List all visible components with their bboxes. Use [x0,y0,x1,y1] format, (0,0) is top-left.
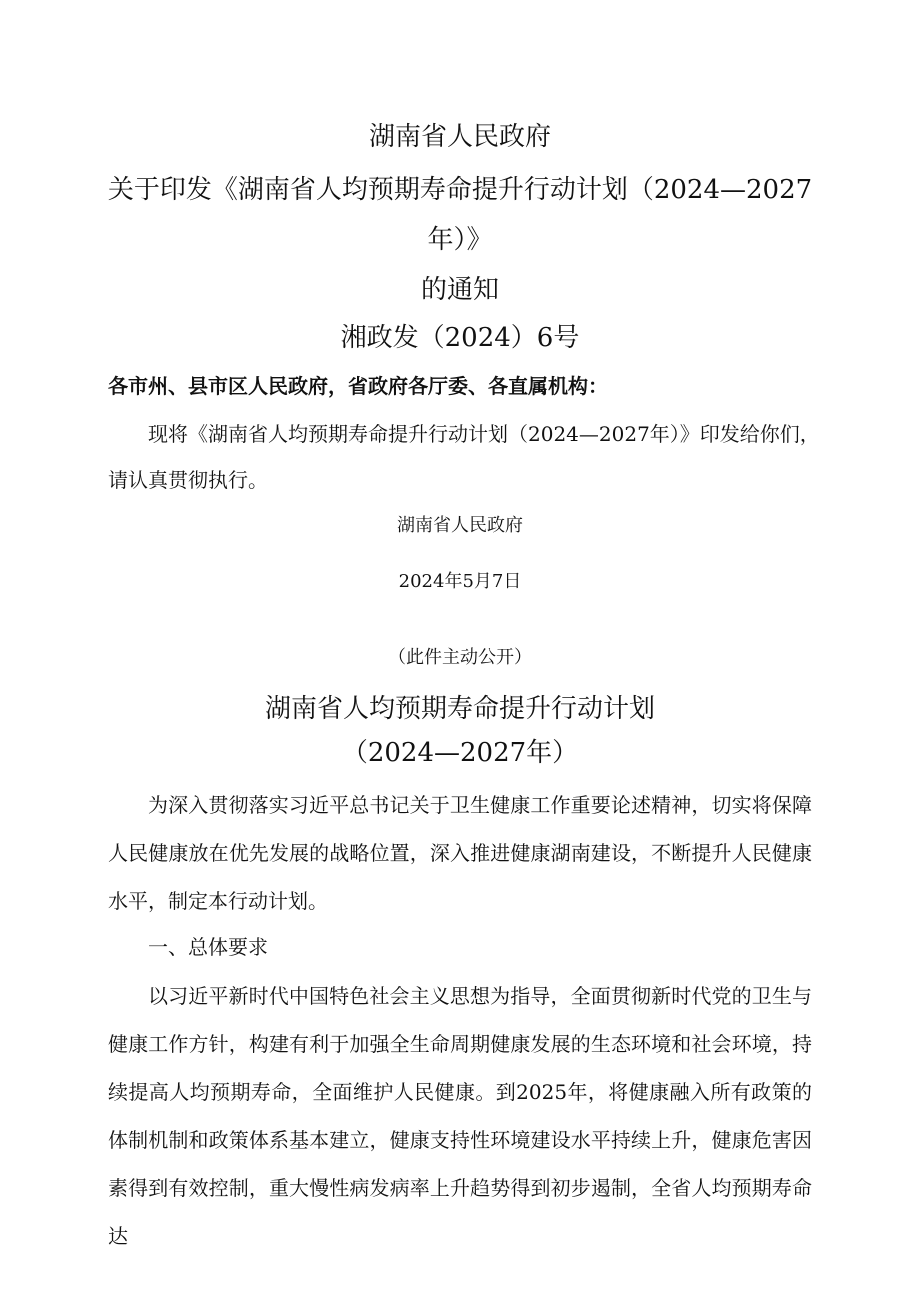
notice-title-line-4: 的通知 [420,275,499,305]
plan-title: 湖南省人均预期寿命提升行动计划 [264,694,655,724]
notice-title-line-2: 关于印发《湖南省人均预期寿命提升行动计划（2024—2027 [107,175,813,205]
section-1-paragraph: 以习近平新时代中国特色社会主义思想为指导，全面贯彻新时代党的卫生与健康工作方针，构建有利于加强全生命周期健康发展的生态环境和社会环境，持续提高人均预期寿命，全面维护人民健康。到2025年，将健康融入所有政策的体制机制和政策体系基本建立，健康支持性环境建设水平持续上升，健康危害因素得到有效控制，重大慢性病发病率上升趋势得到初步遏制，全省人均预期寿命达 [108,984,812,1248]
document-number: 湘政发（2024）6号 [340,323,580,353]
notice-title-line-3: 年）》 [427,225,493,255]
section-1-heading: 一、总体要求 [148,935,268,959]
plan-subtitle: （2024—2027年） [341,738,579,768]
issue-date: 2024年5月7日 [398,571,522,592]
disclosure-note: （此件主动公开） [388,647,532,668]
notice-title-line-1: 湖南省人民政府 [368,122,551,152]
addressee: 各市州、县市区人民政府，省政府各厅委、各直属机构： [108,374,608,398]
plan-intro-paragraph: 为深入贯彻落实习近平总书记关于卫生健康工作重要论述精神，切实将保障人民健康放在优先发展的战略位置，深入推进健康湖南建设，不断提升人民健康水平，制定本行动计划。 [108,793,812,913]
notice-body-line-1: 现将《湖南省人均预期寿命提升行动计划（2024—2027年）》印发给你们， [148,422,820,446]
issuer-signature: 湖南省人民政府 [397,515,523,536]
notice-body-line-2: 请认真贯彻执行。 [108,468,268,492]
